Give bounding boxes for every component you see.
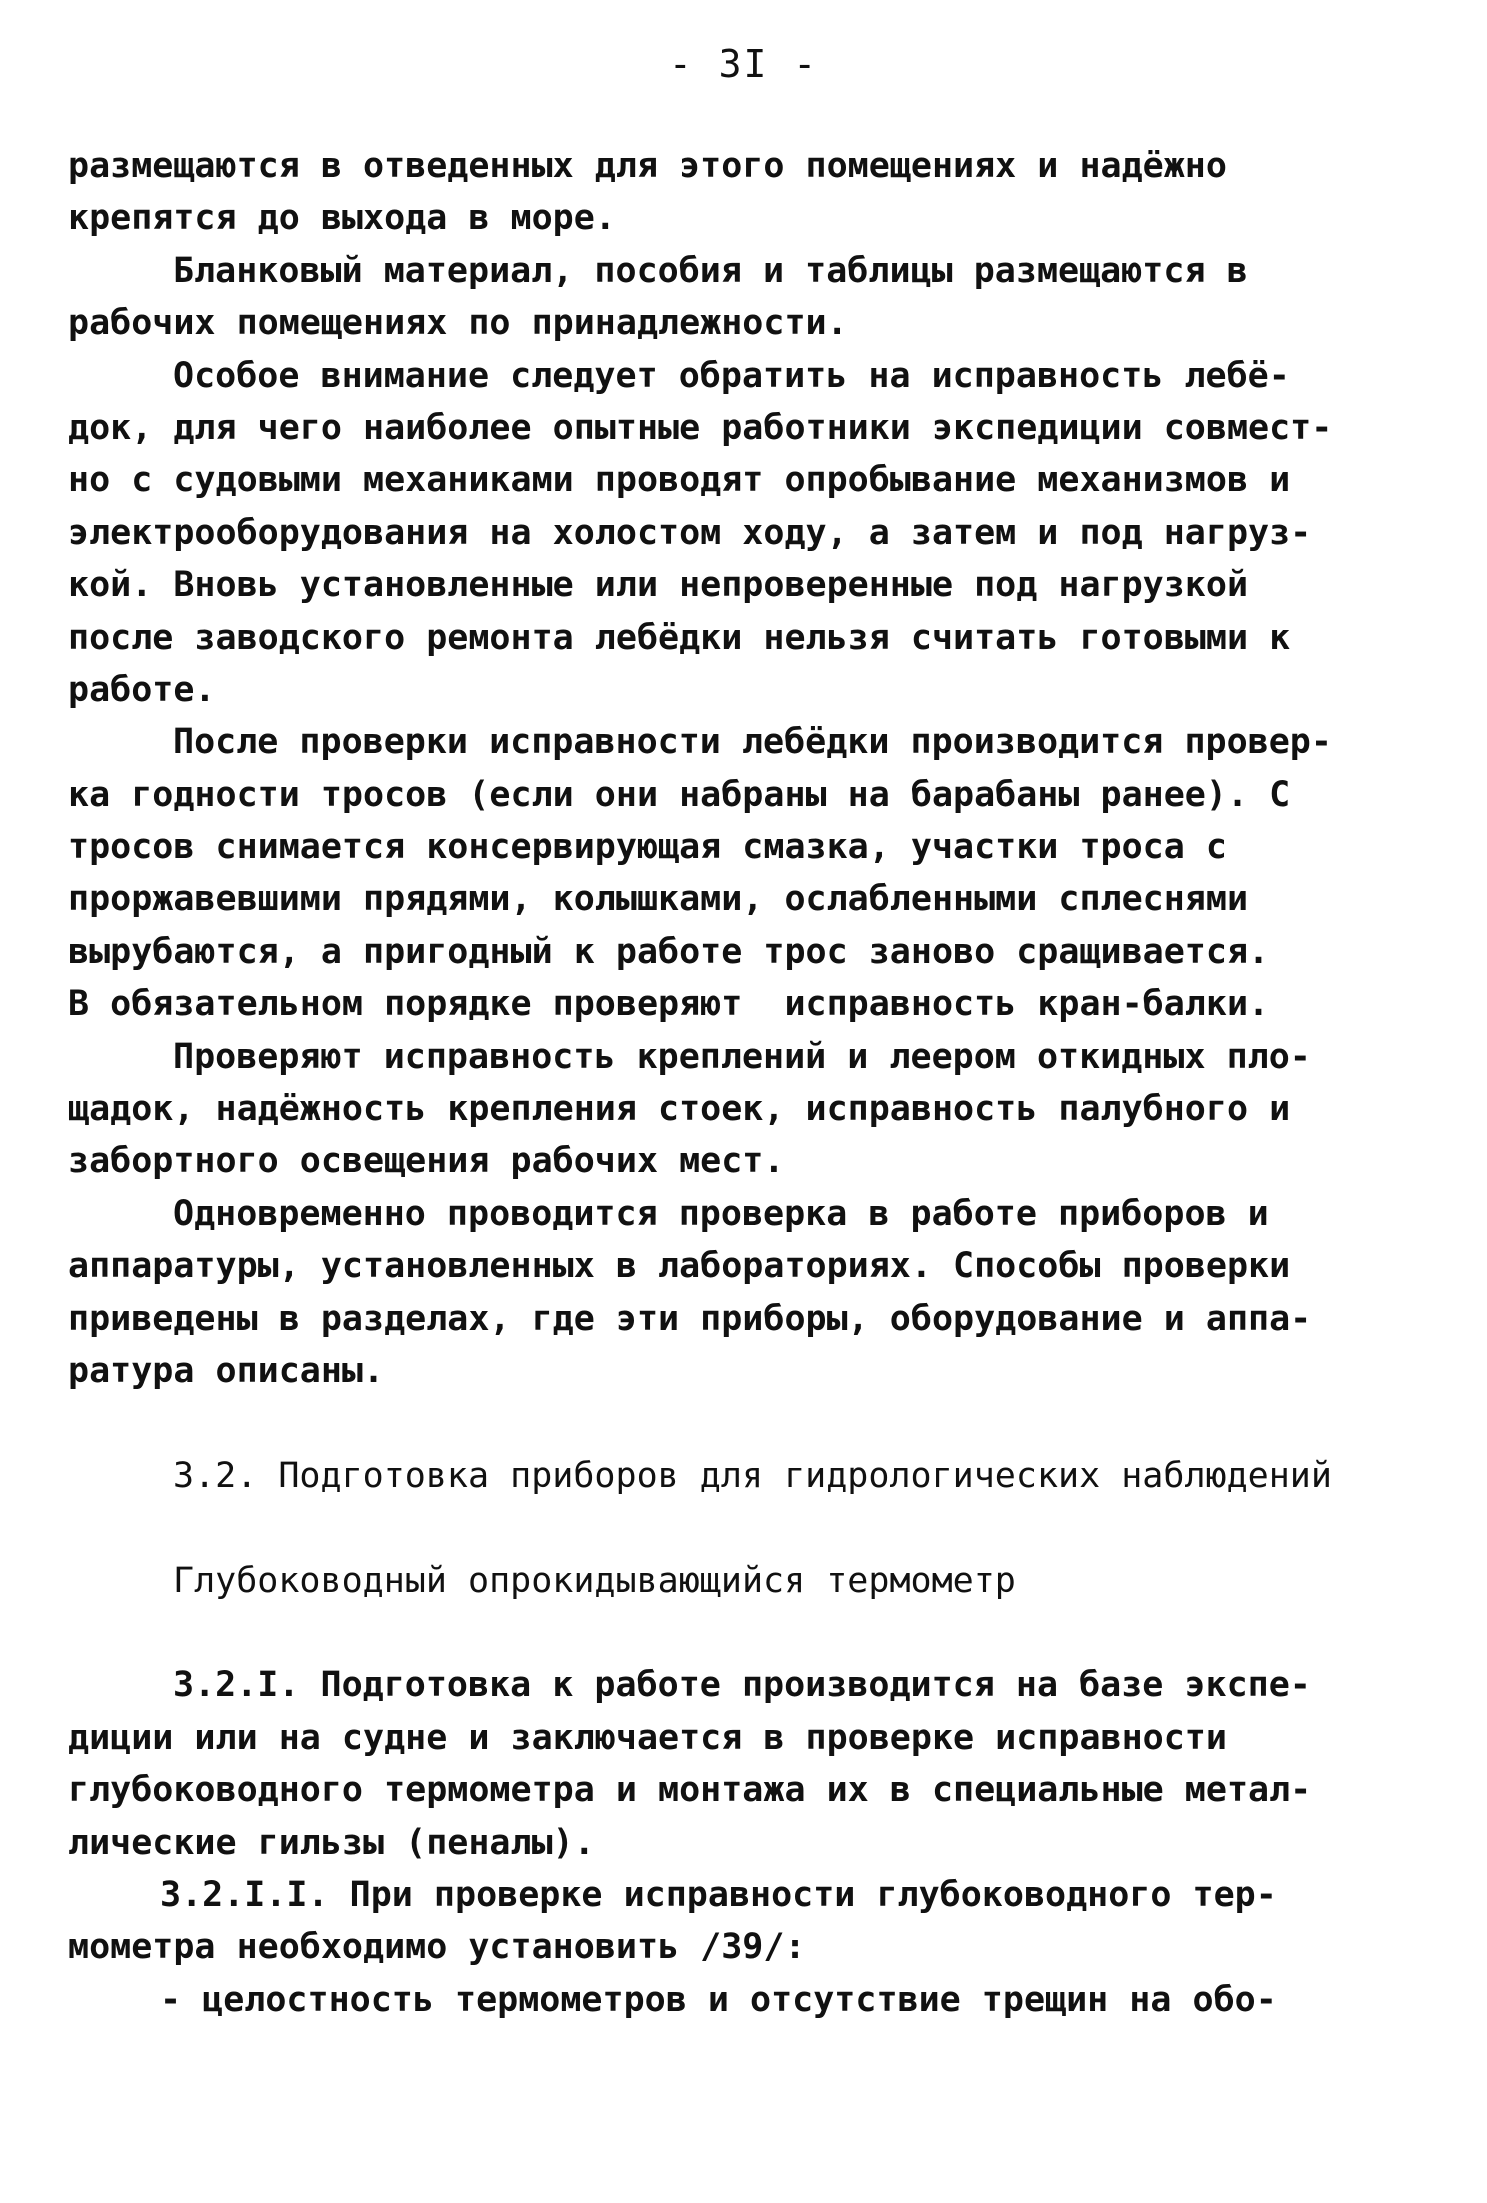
text-line: после заводского ремонта лебёдки нельзя считать готовыми к <box>68 617 1291 658</box>
section-heading: Глубоководный опрокидывающийся термометр <box>173 1560 1016 1601</box>
text-line: 3.2.I. Подготовка к работе производится на базе экспе- <box>173 1665 1311 1706</box>
text-line <box>68 1397 1358 1449</box>
body-text <box>68 140 1358 2026</box>
text-line: приведены в разделах, где эти приборы, оборудование и аппа- <box>68 1298 1312 1339</box>
text-line: диции или на судне и заключается в проверке исправности <box>68 1717 1227 1758</box>
text-line: вырубаются, а пригодный к работе трос заново сращивается. <box>68 931 1270 972</box>
text-line: проржавевшими прядями, колышками, ослабленными сплеснями <box>68 879 1249 920</box>
text-line: ка годности тросов (если они набраны на барабаны ранее). С <box>68 774 1291 815</box>
text-line: аппаратуры, установленных в лабораториях. Способы проверки <box>68 1246 1291 1287</box>
text-line: 3.2.I.I. При проверке исправности глубоководного тер- <box>160 1874 1277 1915</box>
text-line: - целостность термометров и отсутствие трещин на обо- <box>160 1979 1277 2020</box>
section-heading: 3.2. Подготовка приборов для гидрологических наблюдений <box>173 1455 1332 1496</box>
text-line: крепятся до выхода в море. <box>68 198 616 239</box>
page-number: - 3I - <box>668 42 819 86</box>
text-line: док, для чего наиболее опытные работники экспедиции совмест- <box>68 407 1333 448</box>
text-line: щадок, надёжность крепления стоек, исправность палубного и <box>68 1089 1291 1130</box>
text-line: глубоководного термометра и монтажа их в специальные метал- <box>68 1770 1312 1811</box>
text-line: Проверяют исправность креплений и леером откидных пло- <box>173 1036 1311 1077</box>
text-line: мометра необходимо установить /39/: <box>68 1927 806 1968</box>
text-line: но с судовыми механиками проводят опробывание механизмов и <box>68 460 1291 501</box>
text-line: забортного освещения рабочих мест. <box>68 1141 785 1182</box>
text-line: кой. Вновь установленные или непроверенные под нагрузкой <box>68 565 1249 606</box>
text-line: Одновременно проводится проверка в работе приборов и <box>173 1193 1269 1234</box>
text-line: электрооборудования на холостом ходу, а затем и под нагруз- <box>68 512 1312 553</box>
text-line: В обязательном порядке проверяют исправность кран-балки. <box>68 984 1270 1025</box>
text-line: тросов снимается консервирующая смазка, участки троса с <box>68 827 1227 868</box>
text-line: Бланковый материал, пособия и таблицы размещаются в <box>173 250 1248 291</box>
text-line: лические гильзы (пеналы). <box>68 1822 595 1863</box>
text-line <box>68 1502 1358 1554</box>
text-line: Особое внимание следует обратить на исправность лебё- <box>173 355 1290 396</box>
text-line: рабочих помещениях по принадлежности. <box>68 303 848 344</box>
text-line: ратура описаны. <box>68 1350 385 1391</box>
text-line: работе. <box>68 669 216 710</box>
text-line: После проверки исправности лебёдки производится провер- <box>173 722 1332 763</box>
text-line: размещаются в отведенных для этого помещениях и надёжно <box>68 146 1227 186</box>
text-line <box>68 1607 1358 1659</box>
